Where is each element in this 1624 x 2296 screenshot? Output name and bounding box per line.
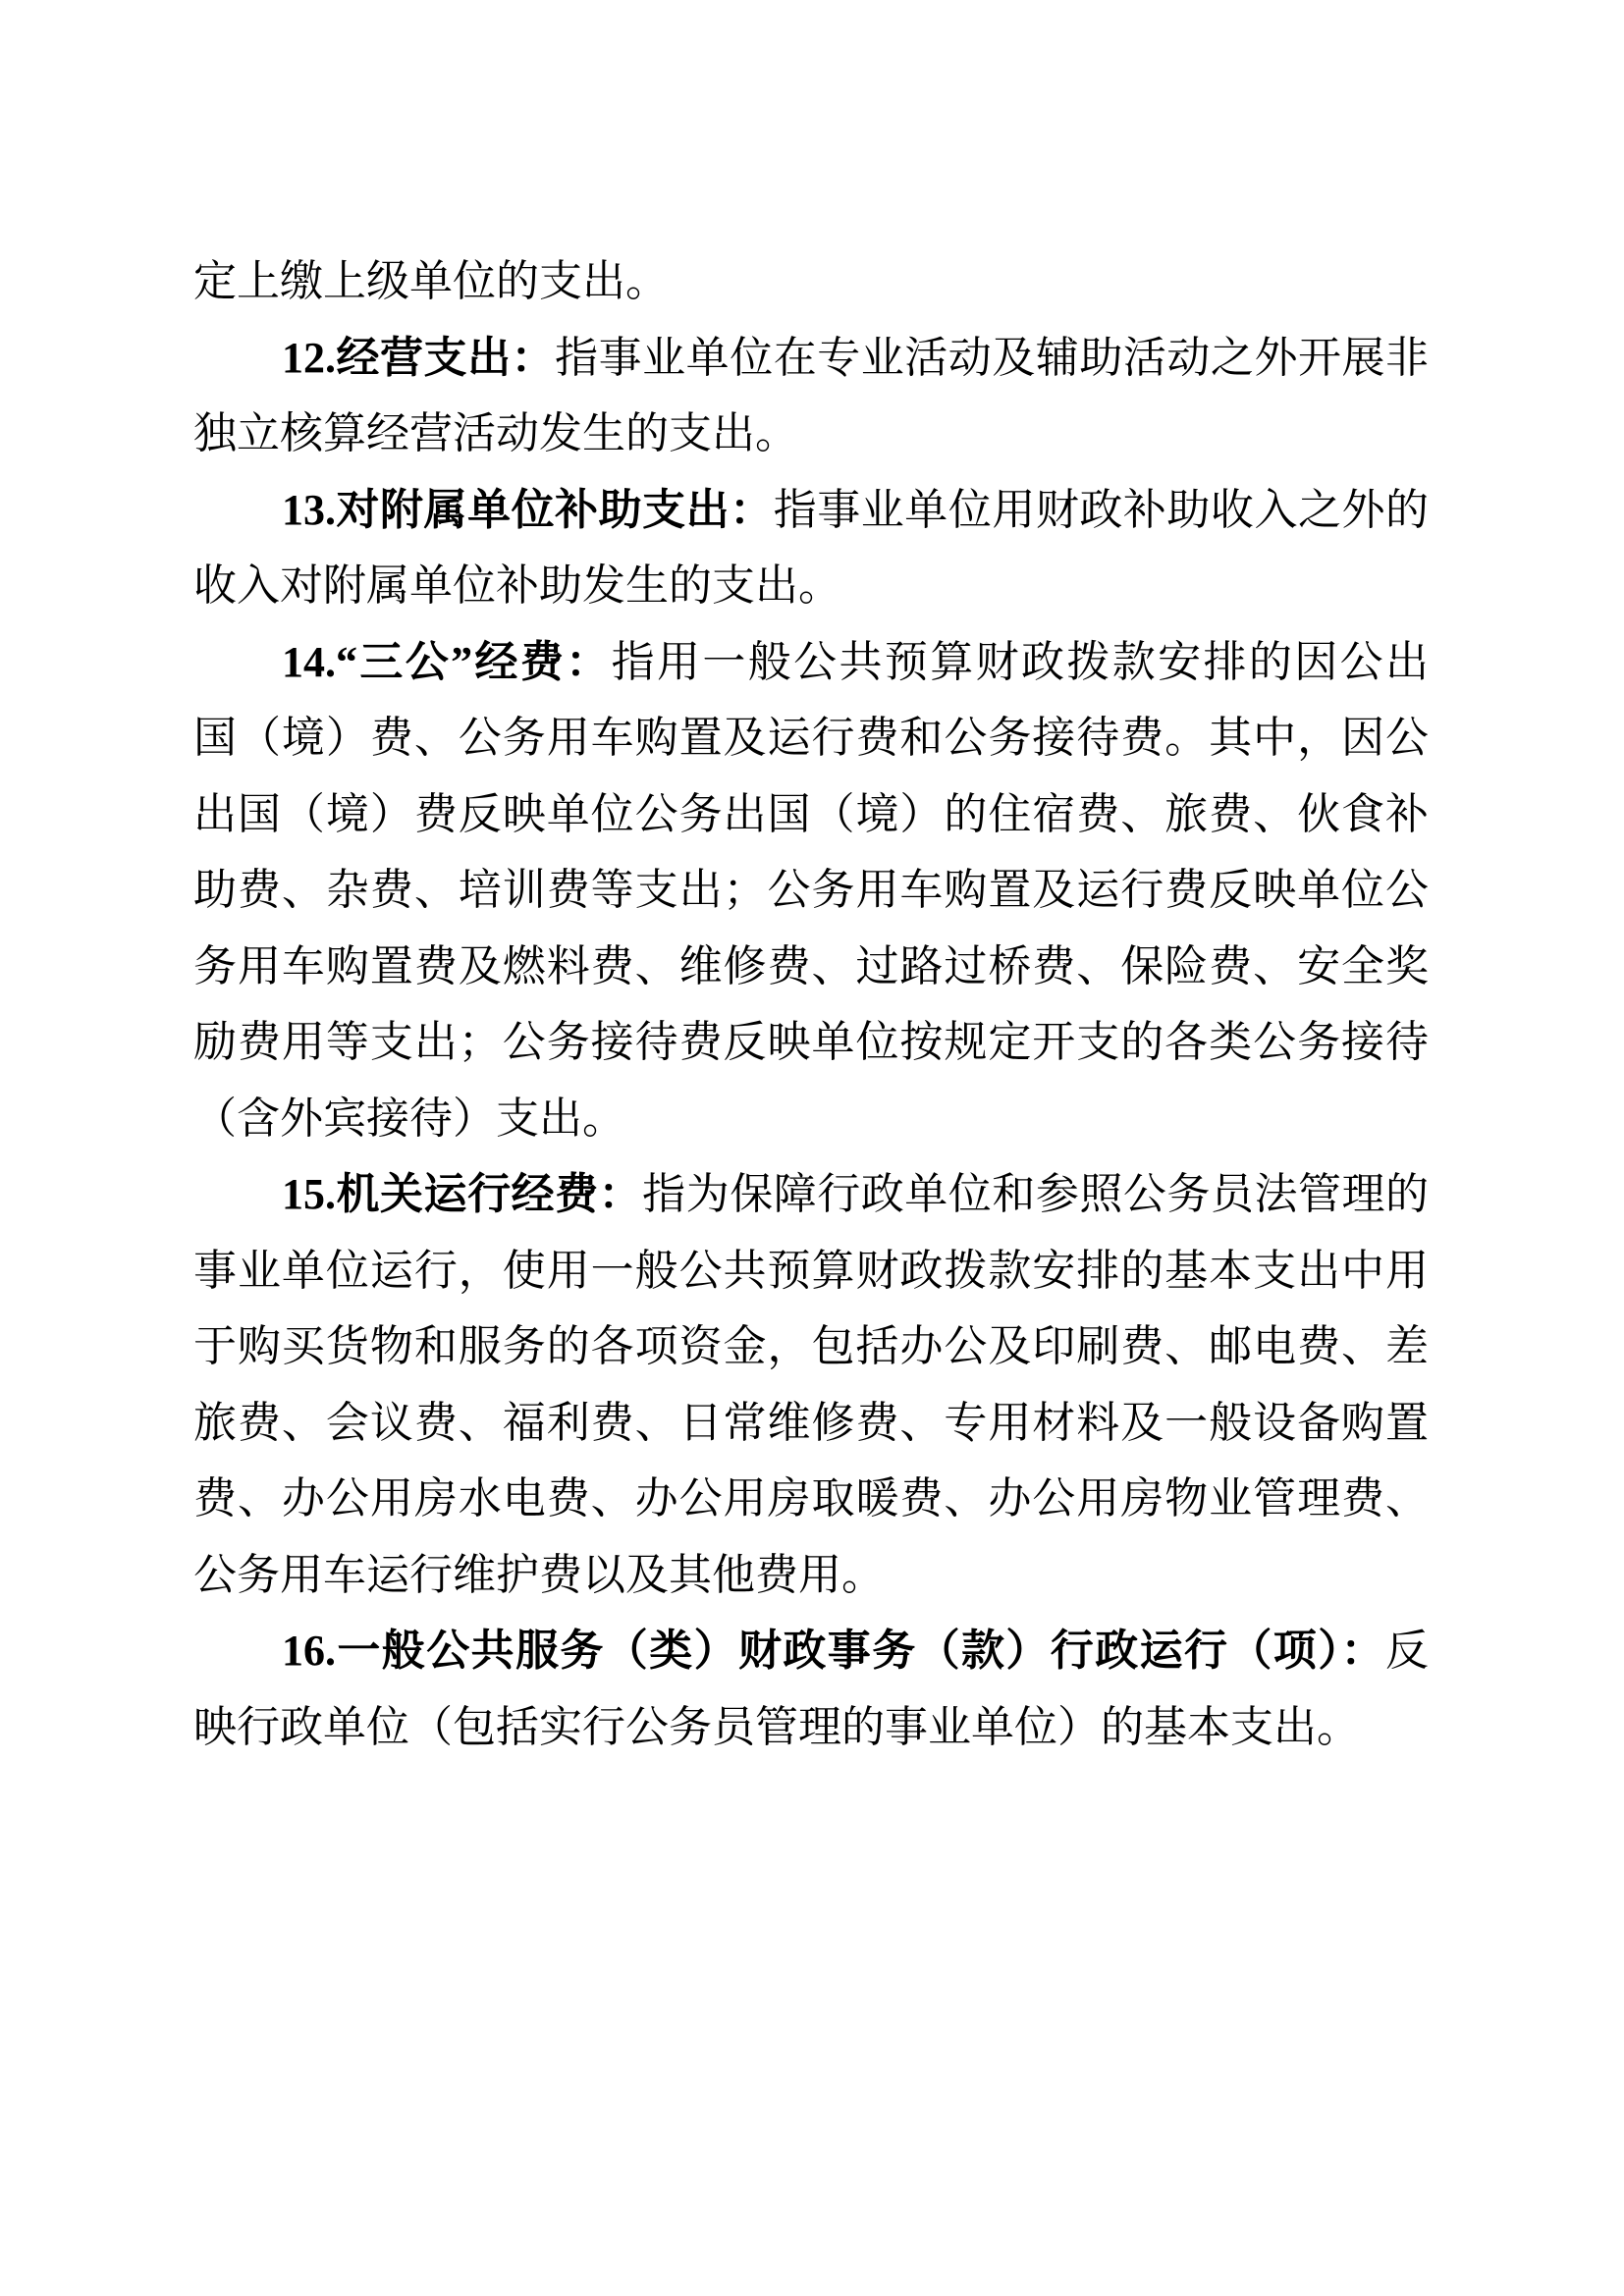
text-line	[193, 396, 1429, 472]
body-text: 独立核算经营活动发生的支出。	[193, 409, 798, 457]
item-term-label: 14.“三公”经费：	[282, 637, 612, 686]
text-line	[193, 1308, 1429, 1385]
text-line	[193, 243, 1429, 320]
document-body	[193, 243, 1429, 1765]
body-text: 国（境）费、公务用车购置及运行费和公务接待费。其中，因公	[193, 714, 1429, 762]
body-text: 定上缴上级单位的支出。	[193, 257, 669, 305]
text-line	[193, 1689, 1429, 1766]
body-text: 指用一般公共预算财政拨款安排的因公出	[611, 637, 1429, 686]
text-line	[193, 1613, 1429, 1689]
body-text: 励费用等支出；公务接待费反映单位按规定开支的各类公务接待	[193, 1018, 1429, 1066]
text-line	[193, 1537, 1429, 1614]
body-text: 公务用车运行维护费以及其他费用。	[193, 1550, 885, 1599]
body-text: 费、办公用房水电费、办公用房取暖费、办公用房物业管理费、	[193, 1474, 1429, 1522]
text-line	[193, 1385, 1429, 1462]
body-text: 务用车购置费及燃料费、维修费、过路过桥费、保险费、安全奖	[193, 941, 1429, 990]
text-line	[193, 1233, 1429, 1309]
text-line	[193, 624, 1429, 701]
body-text: 助费、杂费、培训费等支出；公务用车购置及运行费反映单位公	[193, 866, 1429, 914]
text-line	[193, 472, 1429, 549]
body-text: 于购买货物和服务的各项资金，包括办公及印刷费、邮电费、差	[193, 1322, 1429, 1370]
item-term-label: 16.一般公共服务（类）财政事务（款）行政运行（项）：	[282, 1627, 1385, 1675]
text-line	[193, 1461, 1429, 1537]
text-line	[193, 1156, 1429, 1233]
text-line	[193, 776, 1429, 853]
item-term-label: 15.机关运行经费：	[282, 1170, 643, 1218]
body-text: 出国（境）费反映单位公务出国（境）的住宿费、旅费、伙食补	[193, 789, 1429, 838]
text-line	[193, 1081, 1429, 1157]
body-text: 收入对附属单位补助发生的支出。	[193, 561, 841, 610]
body-text: 指为保障行政单位和参照公务员法管理的	[642, 1170, 1430, 1218]
body-text: 映行政单位（包括实行公务员管理的事业单位）的基本支出。	[193, 1702, 1360, 1751]
body-text: 指事业单位在专业活动及辅助活动之外开展非	[555, 333, 1430, 382]
text-line	[193, 852, 1429, 929]
text-line	[193, 929, 1429, 1005]
text-line	[193, 548, 1429, 624]
body-text: 事业单位运行，使用一般公共预算财政拨款安排的基本支出中用	[193, 1246, 1429, 1295]
text-line	[193, 700, 1429, 776]
body-text: 指事业单位用财政补助收入之外的	[773, 485, 1430, 534]
body-text: 反	[1385, 1627, 1429, 1675]
item-term-label: 13.对附属单位补助支出：	[282, 485, 774, 534]
text-line	[193, 320, 1429, 397]
text-line	[193, 1004, 1429, 1081]
body-text: 旅费、会议费、福利费、日常维修费、专用材料及一般设备购置	[193, 1398, 1429, 1447]
body-text: （含外宾接待）支出。	[193, 1094, 625, 1143]
item-term-label: 12.经营支出：	[282, 333, 556, 382]
